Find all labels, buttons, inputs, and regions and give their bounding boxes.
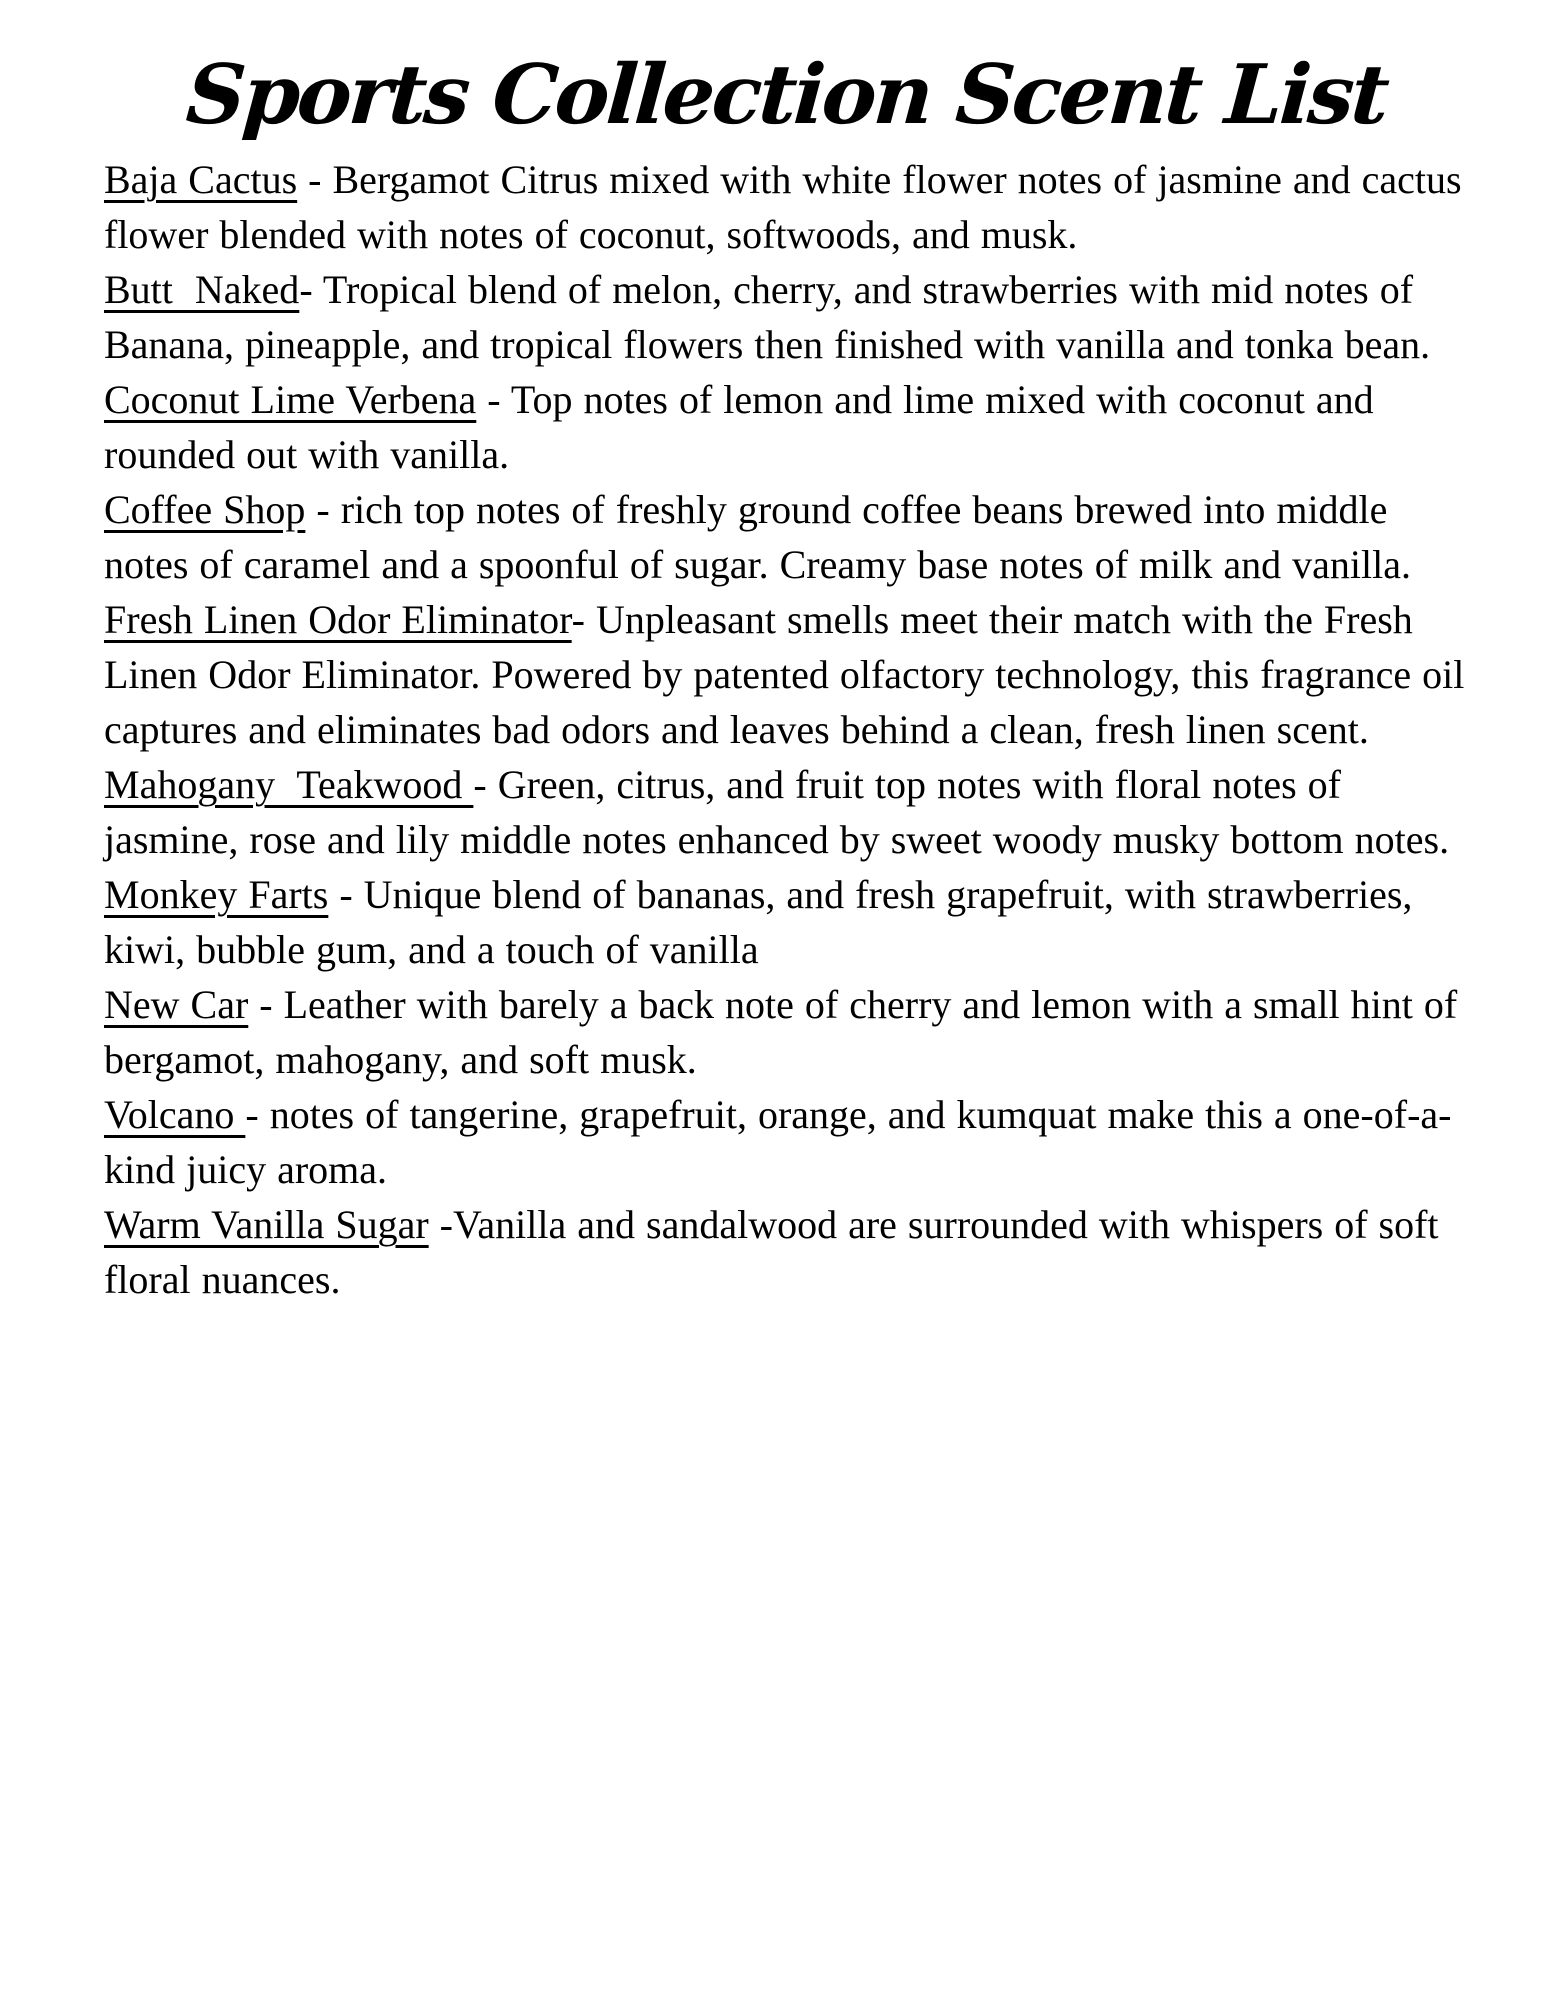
scent-entry	[104, 757, 1469, 867]
scent-description: Green, citrus, and fruit top notes with floral notes of jasmine, rose and lily middle notes enhanced by sweet woody musky bottom notes.	[104, 762, 1450, 863]
scent-name: Volcano	[104, 1092, 246, 1138]
scent-separator: -	[297, 157, 333, 203]
scent-separator: -	[328, 872, 364, 918]
scent-name: Butt Naked	[104, 267, 300, 313]
scent-description: Bergamot Citrus mixed with white flower notes of jasmine and cactus flower blended with notes of coconut, softwoods, and musk.	[104, 157, 1473, 258]
scent-separator: -	[476, 377, 511, 423]
scent-entry	[104, 482, 1469, 592]
scent-entry	[104, 372, 1469, 482]
scent-entry	[104, 1087, 1469, 1197]
scent-entry	[104, 592, 1476, 757]
scent-name: New Car	[104, 982, 249, 1028]
scent-entry	[104, 1197, 1469, 1307]
scent-name: Mahogany Teakwood	[104, 762, 474, 808]
scent-description: Tropical blend of melon, cherry, and strawberries with mid notes of Banana, pineapple, and tropical flowers then finished with vanilla and tonka bean.	[104, 267, 1431, 368]
scent-description: Unique blend of bananas, and fresh grapefruit, with strawberries, kiwi, bubble gum, and a touch of vanilla	[104, 872, 1424, 973]
scent-separator: -	[571, 597, 596, 643]
scent-description: Leather with barely a back note of cherry and lemon with a small hint of bergamot, mahogany, and soft musk.	[104, 982, 1469, 1083]
scent-name: Baja Cactus	[104, 157, 298, 203]
scent-separator: -	[428, 1202, 453, 1248]
scent-description: notes of tangerine, grapefruit, orange, and kumquat make this a one-of-a-kind juicy aroma.	[104, 1092, 1452, 1193]
scent-separator: -	[248, 982, 284, 1028]
scent-separator: -	[473, 762, 498, 808]
scent-separator: -	[299, 267, 323, 313]
scent-separator: -	[305, 487, 341, 533]
scent-description: Unpleasant smells meet their match with the Fresh Linen Odor Eliminator. Powered by patented olfactory technology, this fragrance oil captures and eliminates bad odors and leaves behind a clean, fresh linen scent.	[104, 597, 1476, 753]
scent-entry	[104, 977, 1469, 1087]
scent-name: Fresh Linen Odor Eliminator	[104, 597, 572, 643]
scent-description: rich top notes of freshly ground coffee beans brewed into middle notes of caramel and a spoonful of sugar. Creamy base notes of milk and vanilla.	[104, 487, 1411, 588]
scent-name: Coconut Lime Verbena	[104, 377, 477, 423]
scent-entry	[104, 152, 1473, 262]
scent-name: Coffee Shop	[104, 487, 306, 533]
page-title: Sports Collection Scent List	[183, 47, 1390, 143]
scent-name: Warm Vanilla Sugar	[104, 1202, 429, 1248]
scent-description: Vanilla and sandalwood are surrounded with whispers of soft floral nuances.	[104, 1202, 1450, 1303]
scent-entry	[104, 262, 1469, 372]
scent-separator: -	[245, 1092, 270, 1138]
scent-description: Top notes of lemon and lime mixed with coconut and rounded out with vanilla.	[104, 377, 1385, 478]
scent-list	[104, 152, 1476, 1307]
scent-name: Monkey Farts	[104, 872, 329, 918]
scent-entry	[104, 867, 1469, 977]
